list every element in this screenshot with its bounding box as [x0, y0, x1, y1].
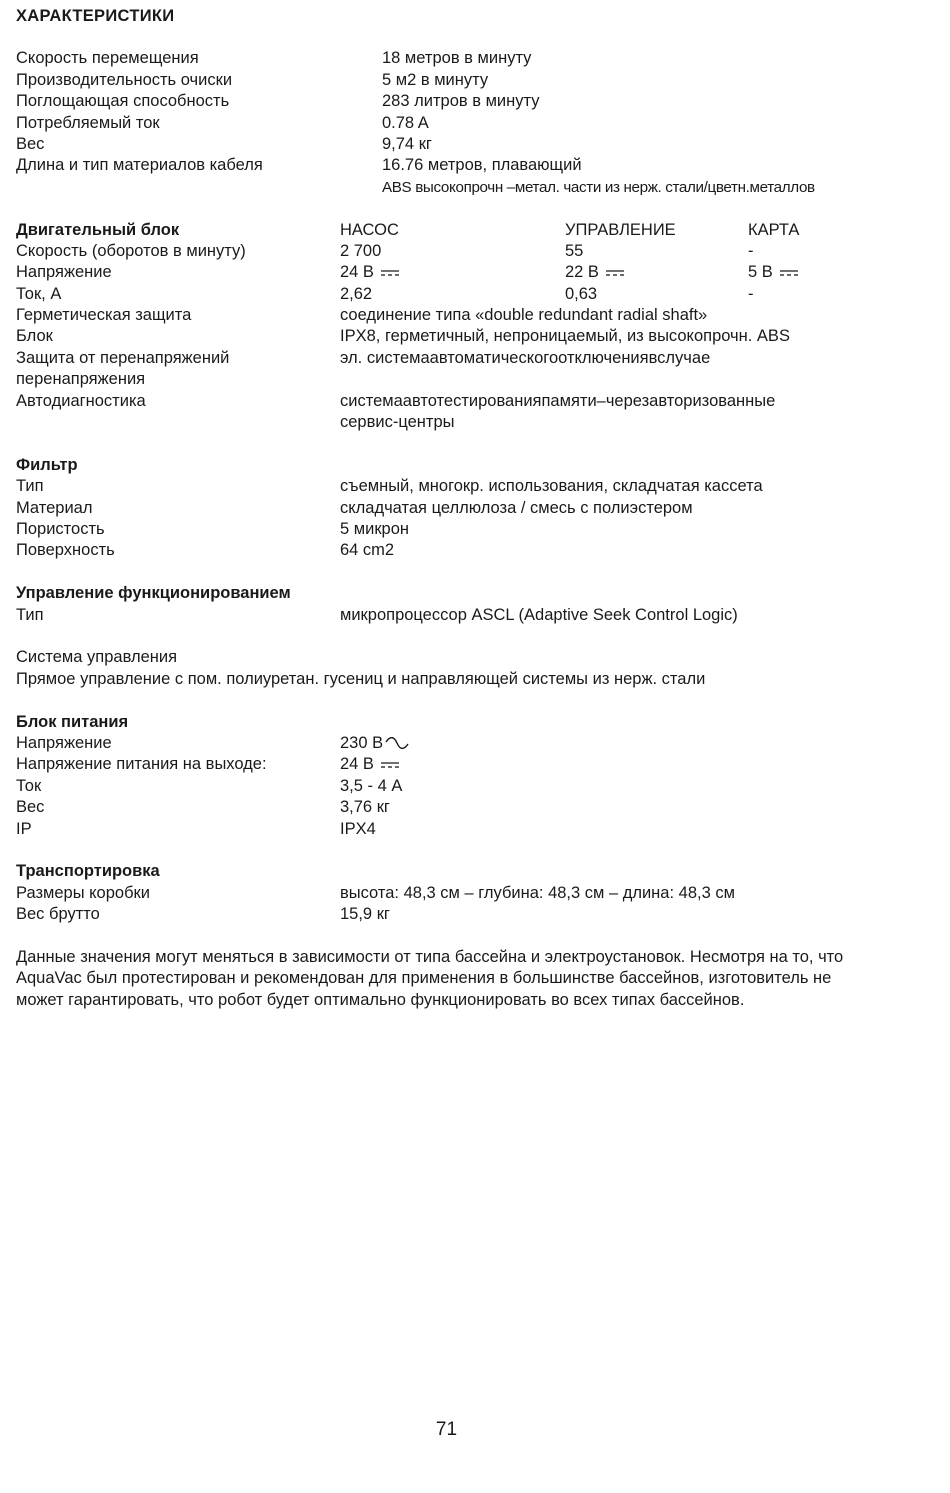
spec-row — [16, 113, 936, 134]
spec-label: Длина и тип материалов кабеля — [16, 156, 263, 175]
spec-label: Тип — [16, 605, 44, 624]
spec-value: 3,5 - 4 А — [340, 776, 403, 795]
section-heading-row — [16, 455, 936, 476]
page-title: ХАРАКТЕРИСТИКИ — [16, 7, 175, 25]
section-heading-row — [16, 583, 936, 604]
spec-label: Блок — [16, 327, 53, 346]
general-specs — [16, 48, 936, 198]
spec-value: 3,76 кг — [340, 798, 390, 817]
spec-page — [16, 6, 936, 1011]
spec-row — [16, 498, 936, 519]
spec-label: Скорость (оборотов в минуту) — [16, 241, 246, 260]
spec-row — [16, 819, 936, 840]
spec-label: Напряжение питания на выходе: — [16, 755, 267, 774]
spec-row — [16, 669, 936, 690]
spec-label: Производительность очиски — [16, 70, 233, 89]
section-heading: Блок питания — [16, 712, 129, 731]
transport-section — [16, 861, 936, 925]
spec-label: Защита от перенапряжений перенапряжения — [16, 348, 230, 389]
spec-value-wrap — [340, 754, 400, 775]
spec-row — [16, 155, 936, 176]
spec-value: IPX4 — [340, 819, 376, 838]
spec-value: 9,74 кг — [382, 134, 432, 153]
spec-row — [16, 91, 936, 112]
spec-label: Пористость — [16, 520, 105, 539]
section-heading: Транспортировка — [16, 862, 160, 881]
spec-row — [16, 134, 936, 155]
spec-value: 283 литров в минуту — [382, 92, 540, 111]
spec-row — [16, 797, 936, 818]
spec-value: 16.76 метров, плавающий — [382, 156, 582, 175]
spec-row — [16, 48, 936, 69]
spec-label: IP — [16, 819, 32, 838]
dc-current-icon — [380, 761, 400, 769]
spec-label: Вес — [16, 798, 45, 817]
spec-row — [16, 177, 936, 198]
spec-value: Прямое управление с пом. полиуретан. гусениц и направляющей системы из нерж. стали — [16, 669, 706, 688]
spec-value: 22 В — [565, 263, 599, 282]
spec-label: Герметическая защита — [16, 306, 192, 325]
column-header-card: КАРТА — [748, 220, 800, 239]
spec-value: 5 м2 в минуту — [382, 70, 489, 89]
spec-value-wrap — [340, 733, 409, 754]
spec-row — [16, 262, 936, 283]
spec-value: съемный, многокр. использования, складчатая кассета — [340, 477, 763, 496]
section-heading: Двигательный блок — [16, 220, 180, 239]
spec-value-wrap — [565, 262, 625, 283]
motor-header-row — [16, 220, 936, 241]
spec-row — [16, 883, 936, 904]
spec-label: Ток, А — [16, 284, 62, 303]
spec-row — [16, 904, 936, 925]
spec-label: Скорость перемещения — [16, 49, 199, 68]
spec-label: Поглощающая способность — [16, 92, 230, 111]
spec-value: 55 — [565, 241, 584, 260]
spec-label: Потребляемый ток — [16, 113, 160, 132]
spec-row — [16, 733, 936, 754]
spec-row — [16, 284, 936, 305]
spec-row — [16, 754, 936, 775]
spec-value: 0,63 — [565, 284, 598, 303]
dc-current-icon — [605, 269, 625, 277]
spec-label: Система управления — [16, 648, 178, 667]
spec-value: - — [748, 284, 754, 303]
page-number: 71 — [435, 1419, 458, 1440]
spec-value: 15,9 кг — [340, 905, 390, 924]
spec-value: 24 В — [340, 263, 374, 282]
spec-value-wrap — [748, 262, 799, 283]
spec-label: Вес — [16, 134, 45, 153]
spec-value-wrap — [340, 262, 400, 283]
section-heading: Управление функционированием — [16, 584, 291, 603]
spec-label: Напряжение — [16, 733, 112, 752]
spec-row — [16, 241, 936, 262]
dc-current-icon — [779, 269, 799, 277]
spec-value: эл. системаавтоматическогоотключениявслучае — [340, 348, 711, 367]
spec-row — [16, 776, 936, 797]
spec-value: 2,62 — [340, 284, 373, 303]
spec-value: 24 В — [340, 755, 374, 774]
control-section — [16, 583, 936, 690]
column-header-pump: НАСОС — [340, 220, 399, 239]
spec-label: Ток — [16, 776, 42, 795]
spec-row — [16, 391, 936, 434]
spec-row — [16, 326, 936, 347]
section-heading-row — [16, 861, 936, 882]
spec-label: Тип — [16, 477, 44, 496]
spec-value: ABS высокопрочн –метал. части из нерж. стали/цветн.металлов — [382, 178, 815, 196]
spec-value: 230 В — [340, 733, 384, 752]
spec-row — [16, 476, 936, 497]
spec-row — [16, 348, 936, 391]
spec-label: Автодиагностика — [16, 391, 146, 410]
spec-label: Вес брутто — [16, 905, 100, 924]
spec-row — [16, 519, 936, 540]
spec-label: Материал — [16, 498, 93, 517]
spec-value: микропроцессор ASCL (Adaptive Seek Control Logic) — [340, 605, 738, 624]
motor-section — [16, 220, 936, 434]
spec-value: 2 700 — [340, 241, 382, 260]
spec-value: складчатая целлюлоза / смесь с полиэстером — [340, 498, 693, 517]
spec-row — [16, 647, 936, 668]
spec-value: 5 микрон — [340, 520, 410, 539]
spec-row — [16, 305, 936, 326]
spec-value: 18 метров в минуту — [382, 49, 532, 68]
spec-row — [16, 70, 936, 91]
spec-label: Размеры коробки — [16, 883, 150, 902]
dc-current-icon — [380, 269, 400, 277]
spec-value: 0.78 A — [382, 113, 429, 132]
power-section — [16, 712, 936, 840]
column-header-control: УПРАВЛЕНИЕ — [565, 220, 676, 239]
section-heading: Фильтр — [16, 455, 78, 474]
spec-value: IPX8, герметичный, непроницаемый, из высокопрочн. ABS — [340, 327, 790, 346]
filter-section — [16, 455, 936, 562]
spec-row — [16, 540, 936, 561]
spec-label: Напряжение — [16, 263, 112, 282]
spec-value: соединение типа «double redundant radial shaft» — [340, 306, 708, 325]
spec-value: системаавтотестированияпамяти–черезавторизованные сервис-центры — [340, 391, 776, 432]
spec-value: 64 cm2 — [340, 541, 395, 560]
disclaimer-paragraph: Данные значения могут меняться в зависимости от типа бассейна и электроустановок. Несмотря на то, что AquaVac был протестирован и рекомендован для применения в большинстве бассейнов, изготовитель не может гарантировать, что робот будет оптимально функционировать во всех типах бассейнов. — [16, 947, 844, 1009]
section-heading-row — [16, 712, 936, 733]
spec-value: - — [748, 241, 754, 260]
spec-value: 5 В — [748, 263, 773, 282]
spec-label: Поверхность — [16, 541, 115, 560]
spec-value: высота: 48,3 см – глубина: 48,3 см – длина: 48,3 см — [340, 883, 735, 902]
spec-row — [16, 605, 936, 626]
ac-current-icon — [385, 737, 409, 751]
